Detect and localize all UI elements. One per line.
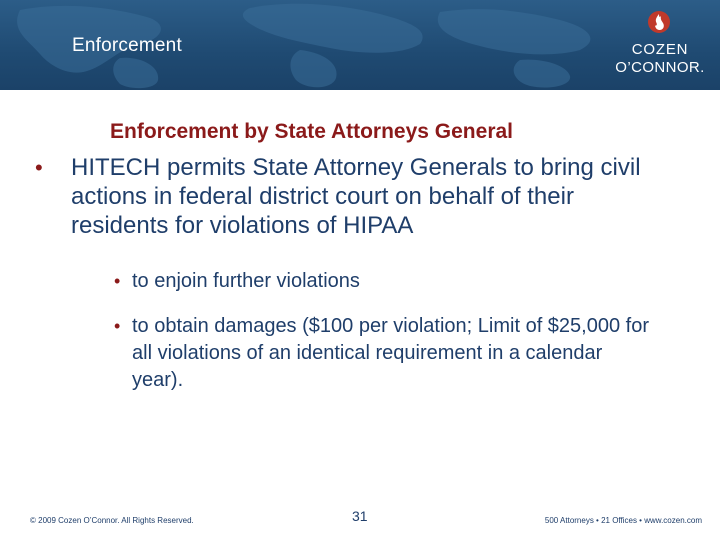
section-title: Enforcement	[72, 35, 182, 56]
sub-bullet-text: to obtain damages ($100 per violation; Limit of $25,000 for all violations of an identical requirement in a calendar year).	[132, 315, 649, 391]
footer-tagline: 500 Attorneys • 21 Offices • www.cozen.com	[544, 516, 702, 525]
slide-subtitle: Enforcement by State Attorneys General	[110, 120, 513, 143]
page-number: 31	[352, 508, 368, 524]
flame-icon	[647, 10, 671, 34]
logo-wordmark-line1: COZEN	[631, 41, 689, 58]
bullet-icon: •	[114, 271, 121, 291]
header-banner	[0, 0, 720, 90]
bullet-icon: •	[114, 316, 121, 336]
main-bullet-text: HITECH permits State Attorney Generals to bring civil actions in federal district court on behalf of their residents for violations of HIPAA	[71, 154, 641, 239]
footer-copyright: © 2009 Cozen O’Connor. All Rights Reserved.	[30, 516, 194, 525]
logo-wordmark-line2: O’CONNOR.	[615, 59, 705, 76]
company-logo	[612, 6, 708, 78]
bullet-icon: •	[35, 155, 43, 180]
sub-bullet-text: to enjoin further violations	[132, 270, 360, 292]
